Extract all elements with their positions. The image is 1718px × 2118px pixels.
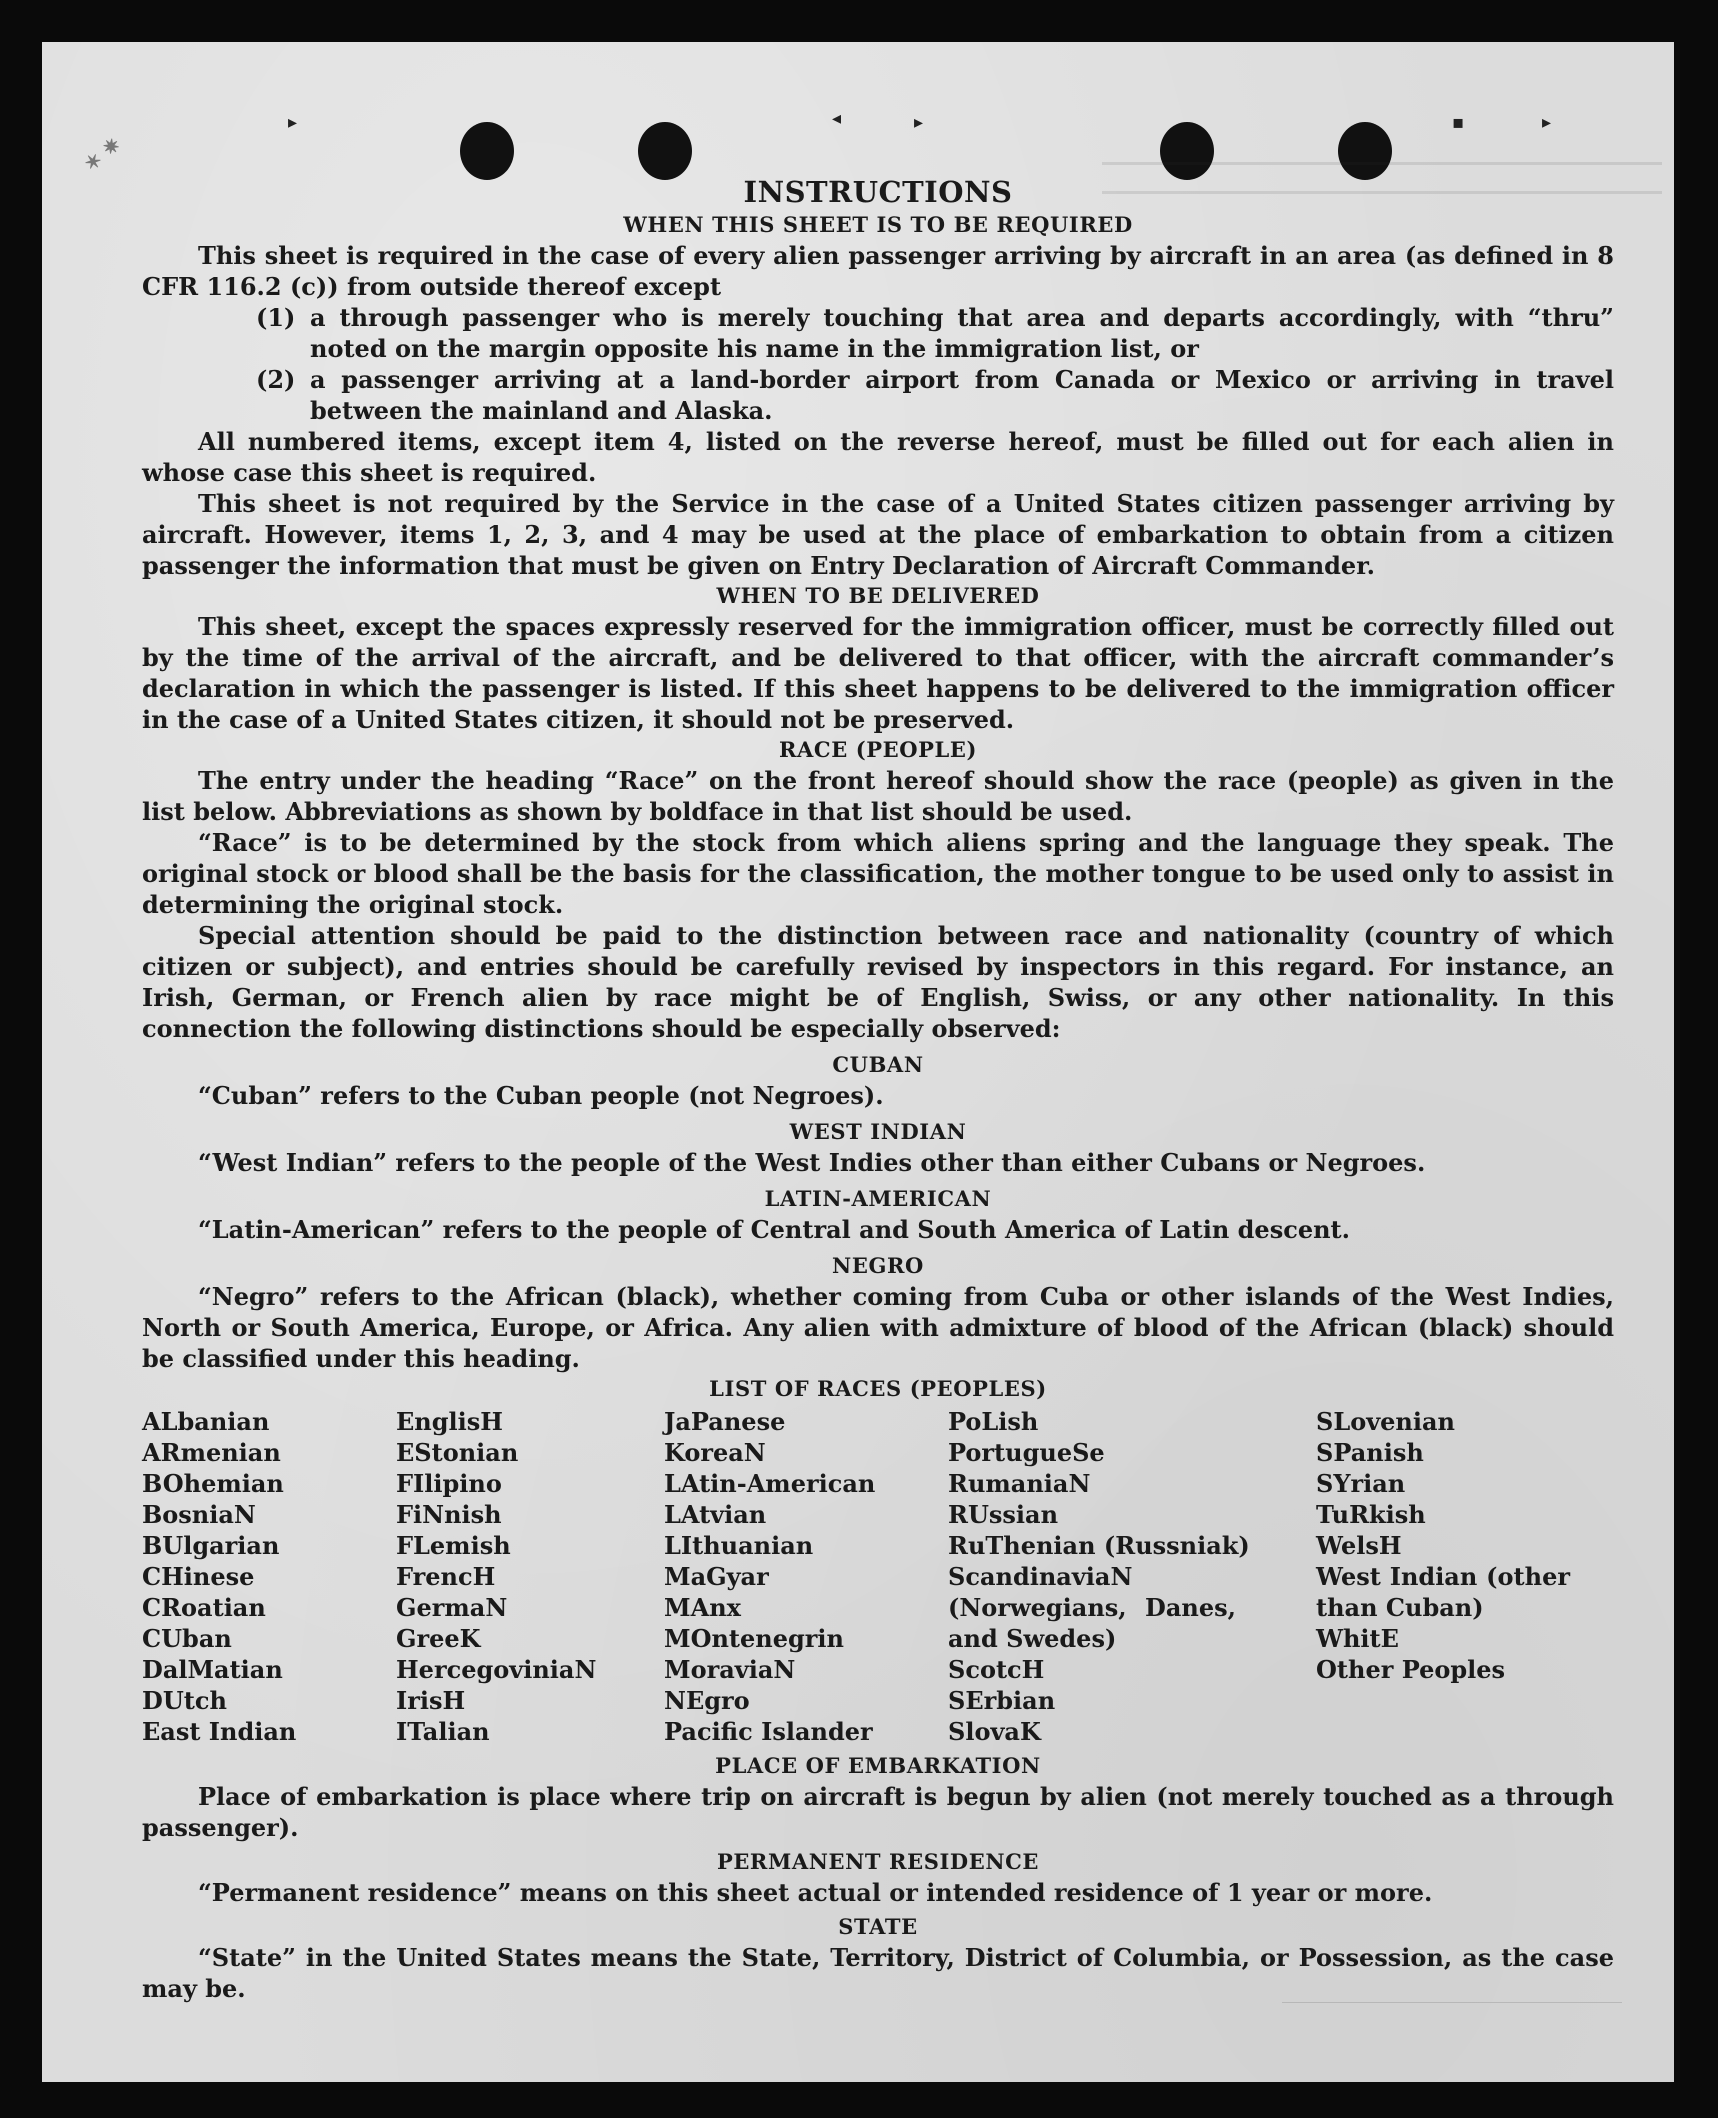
race-entry: ITalian [396, 1717, 490, 1746]
race-column [664, 1406, 948, 1747]
race-entry: ARmenian [142, 1438, 281, 1467]
race-entry: West Indian (other than Cuban) [1316, 1562, 1570, 1622]
heading-race: RACE (PEOPLE) [778, 737, 978, 762]
race-entry: East Indian [142, 1717, 297, 1746]
document-page [42, 42, 1674, 2082]
page-title: INSTRUCTIONS [743, 175, 1013, 209]
race-column [396, 1406, 664, 1747]
race-entry: MaGyar [664, 1562, 769, 1591]
race-entry: WelsH [1316, 1531, 1402, 1560]
heading-when-delivered: WHEN TO BE DELIVERED [716, 583, 1040, 608]
race-entry: CHinese [142, 1562, 255, 1591]
cuban-text: “Cuban” refers to the Cuban people (not Negroes). [198, 1081, 884, 1110]
speck-mark: ▸ [1542, 112, 1552, 133]
race-entry: RUssian [948, 1500, 1059, 1529]
race-entry: BUlgarian [142, 1531, 280, 1560]
race-column [948, 1406, 1316, 1747]
race-entry: SlovaK [948, 1717, 1041, 1746]
heading-when-required: WHEN THIS SHEET IS TO BE REQUIRED [623, 212, 1133, 237]
race-entry: IrisH [396, 1686, 466, 1715]
race-entry: FLemish [396, 1531, 511, 1560]
race-entry: SErbian [948, 1686, 1056, 1715]
heading-state: STATE [838, 1914, 918, 1939]
race-entry: ScandinaviaN (Norwegians, Danes, and Swedes) [948, 1562, 1236, 1653]
race-entry: MoraviaN [664, 1655, 796, 1684]
exception-item-text: a through passenger who is merely touching that area and departs accordingly, with “thru” noted on the margin opposite his name in the immigration list, or [310, 303, 1614, 363]
when-delivered-text: This sheet, except the spaces expressly reserved for the immigration officer, must be correctly filled out by the time of the arrival of the aircraft, and be delivered to that officer, with the aircraft commander’s declaration in which the passenger is listed. If this sheet happens to be delivered to the immigration officer in the case of a United States citizen, it should not be preserved. [142, 612, 1614, 734]
race-entry: NEgro [664, 1686, 750, 1715]
race-para3: Special attention should be paid to the distinction between race and nationality (country of which citizen or subject), and entries should be carefully revised by inspectors in this regard. For instance, an Irish, German, or French alien by race might be of English, Swiss, or any other nationality. In this connection the following distinctions should be especially observed: [142, 921, 1614, 1043]
heading-cuban: CUBAN [832, 1052, 924, 1077]
race-entry: DalMatian [142, 1655, 283, 1684]
race-entry: TuRkish [1316, 1500, 1426, 1529]
race-entry: BosniaN [142, 1500, 256, 1529]
race-entry: RumaniaN [948, 1469, 1091, 1498]
race-entry: EnglisH [396, 1407, 503, 1436]
race-entry: PortugueSe [948, 1438, 1105, 1467]
speck-mark: ▪ [1452, 112, 1465, 133]
race-entry: MAnx [664, 1593, 741, 1622]
instructions-body [142, 174, 1614, 2004]
race-para2: “Race” is to be determined by the stock from which aliens spring and the language they speak. The original stock or blood shall be the basis for the classification, the mother tongue to be used only to assist in determining the original stock. [142, 828, 1614, 919]
state-text: “State” in the United States means the State, Territory, District of Columbia, or Possession, as the case may be. [142, 1943, 1614, 2003]
exception-item [142, 364, 1614, 426]
latin-american-text: “Latin-American” refers to the people of Central and South America of Latin descent. [198, 1215, 1350, 1244]
race-entry: LIthuanian [664, 1531, 814, 1560]
race-para1: The entry under the heading “Race” on the front hereof should show the race (people) as given in the list below. Abbreviations as shown by boldface in that list should be used. [142, 766, 1614, 826]
when-required-para2: All numbered items, except item 4, listed on the reverse hereof, must be filled out for each alien in whose case this sheet is required. [142, 427, 1614, 487]
race-entry: FIlipino [396, 1469, 502, 1498]
race-entry: EStonian [396, 1438, 519, 1467]
when-required-intro: This sheet is required in the case of every alien passenger arriving by aircraft in an area (as defined in 8 CFR 116.2 (c)) from outside thereof except [142, 241, 1614, 301]
heading-negro: NEGRO [832, 1253, 924, 1278]
race-entry: CUban [142, 1624, 232, 1653]
speck-mark: ◂ [832, 108, 842, 129]
when-required-para3: This sheet is not required by the Service in the case of a United States citizen passenger arriving by aircraft. However, items 1, 2, 3, and 4 may be used at the place of embarkation to obtain from a citizen passenger the information that must be given on Entry Declaration of Aircraft Commander. [142, 489, 1614, 580]
punch-hole [460, 122, 514, 180]
heading-place-of-embarkation: PLACE OF EMBARKATION [715, 1753, 1041, 1778]
race-entry: HercegoviniaN [396, 1655, 597, 1684]
west-indian-text: “West Indian” refers to the people of the West Indies other than either Cubans or Negroes. [198, 1148, 1426, 1177]
race-entry: DUtch [142, 1686, 227, 1715]
speck-mark: ▸ [914, 112, 924, 133]
race-entry: CRoatian [142, 1593, 266, 1622]
race-column [142, 1406, 396, 1747]
heading-west-indian: WEST INDIAN [789, 1119, 967, 1144]
race-entry: RuThenian (Russniak) [948, 1531, 1250, 1560]
stamp-mark: ✶ ✷ [79, 131, 126, 177]
race-entry: FiNnish [396, 1500, 502, 1529]
race-entry: SLovenian [1316, 1407, 1455, 1436]
race-entry: BOhemian [142, 1469, 284, 1498]
race-entry: ScotcH [948, 1655, 1045, 1684]
race-entry: LAtin-American [664, 1469, 876, 1498]
race-entry: MOntenegrin [664, 1624, 844, 1653]
race-entry: GreeK [396, 1624, 481, 1653]
heading-list-of-races: LIST OF RACES (PEOPLES) [709, 1376, 1047, 1401]
punch-hole [638, 122, 692, 180]
race-entry: WhitE [1316, 1624, 1399, 1653]
speck-mark: ▸ [288, 112, 298, 133]
exception-item-number: (1) [256, 303, 296, 332]
heading-latin-american: LATIN-AMERICAN [764, 1186, 992, 1211]
permanent-residence-text: “Permanent residence” means on this sheet actual or intended residence of 1 year or more. [198, 1878, 1433, 1907]
exception-item-text: a passenger arriving at a land-border airport from Canada or Mexico or arriving in travel between the mainland and Alaska. [310, 365, 1614, 425]
race-entry: SPanish [1316, 1438, 1424, 1467]
heading-permanent-residence: PERMANENT RESIDENCE [716, 1849, 1040, 1874]
race-column [1316, 1406, 1570, 1747]
race-entry: FrencH [396, 1562, 496, 1591]
race-entry: LAtvian [664, 1500, 767, 1529]
race-entry: JaPanese [664, 1407, 786, 1436]
negro-text: “Negro” refers to the African (black), whether coming from Cuba or other islands of the West Indies, North or South America, Europe, or Africa. Any alien with admixture of blood of the African (black) should be classified under this heading. [142, 1282, 1614, 1373]
race-entry: Pacific Islander [664, 1717, 873, 1746]
place-of-embarkation-text: Place of embarkation is place where trip on aircraft is begun by alien (not merely touched as a through passenger). [142, 1782, 1614, 1842]
exception-item-number: (2) [256, 365, 296, 394]
race-entry: GermaN [396, 1593, 508, 1622]
exception-item [142, 302, 1614, 364]
race-entry: KoreaN [664, 1438, 766, 1467]
race-entry: ALbanian [142, 1407, 270, 1436]
race-list [142, 1406, 1614, 1747]
race-entry: Other Peoples [1316, 1655, 1506, 1684]
race-entry: SYrian [1316, 1469, 1406, 1498]
bleed-through-marks [1282, 2002, 1622, 2023]
race-entry: PoLish [948, 1407, 1039, 1436]
